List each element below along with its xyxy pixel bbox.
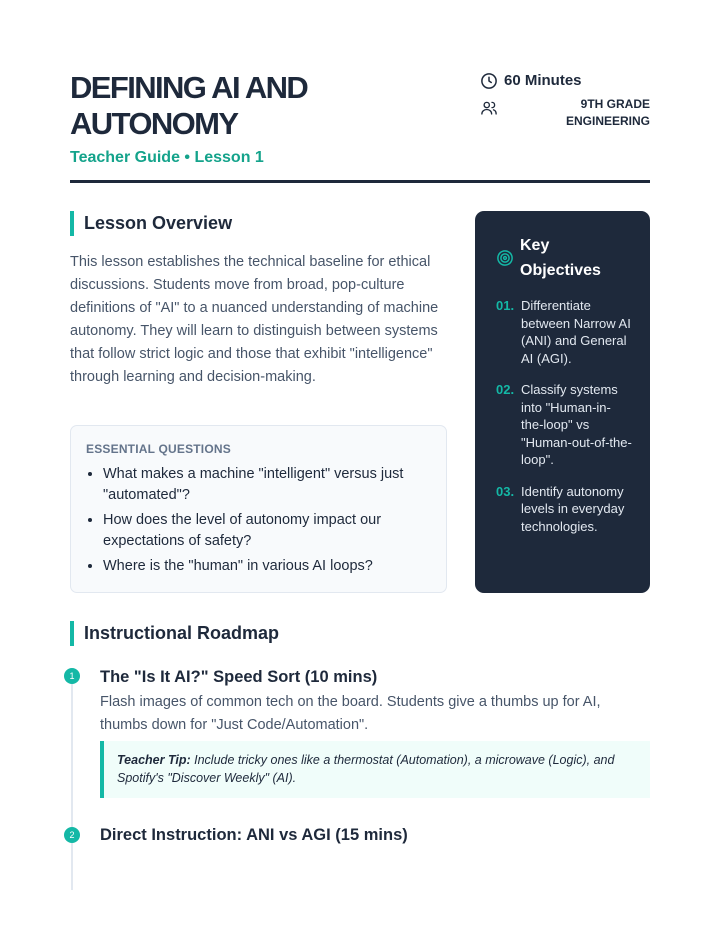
objective-item (496, 483, 632, 536)
page-subtitle: Teacher Guide • Lesson 1 (70, 149, 264, 166)
objective-item (496, 381, 632, 469)
step-number-badge: 2 (64, 827, 80, 843)
objective-text: Differentiate between Narrow AI (ANI) and General AI (AGI). (521, 298, 631, 366)
header (70, 70, 650, 167)
grade-row (480, 96, 650, 130)
step-description: Flash images of common tech on the board. Students give a thumbs up for AI, thumbs down for "Just Code/Automation". (100, 694, 601, 733)
objective-number: 03. (496, 483, 515, 499)
users-icon (480, 99, 498, 117)
step-title: The "Is It AI?" Speed Sort (10 mins) (100, 668, 378, 686)
heading-accent-bar (70, 211, 74, 236)
essential-questions-list (86, 464, 432, 577)
grade-text (566, 96, 650, 130)
question-item: • Where is the "human" in various AI loops? (103, 556, 432, 577)
header-divider (70, 180, 650, 183)
duration-row (480, 72, 650, 90)
question-item: • How does the level of autonomy impact our expectations of safety? (103, 510, 432, 552)
grade-level: 9TH GRADE (580, 97, 650, 111)
overview-heading-label: Lesson Overview (84, 213, 233, 233)
clock-icon (480, 72, 498, 90)
duration-text: 60 Minutes (504, 72, 582, 89)
heading-accent-bar (70, 621, 74, 646)
essential-questions-box (70, 425, 447, 593)
objective-text: Identify autonomy levels in everyday technologies. (521, 483, 625, 534)
step-title: Direct Instruction: ANI vs AGI (15 mins) (100, 826, 408, 844)
grade-subject: ENGINEERING (565, 114, 650, 128)
lesson-meta (480, 70, 650, 130)
roadmap-heading (70, 621, 279, 646)
timeline-line (71, 676, 73, 890)
target-icon (496, 249, 514, 267)
objective-number: 02. (496, 382, 515, 397)
question-item: • What makes a machine "intelligent" versus just "automated"? (103, 464, 432, 506)
key-objectives-panel (475, 211, 650, 593)
objective-number: 01. (496, 298, 515, 313)
roadmap-heading-label: Instructional Roadmap (84, 623, 280, 643)
teacher-tip (100, 741, 650, 798)
objectives-list (496, 297, 632, 535)
overview-text: This lesson establishes the technical baseline for ethical discussions. Students move from broad, pop-culture definitions of "AI" to a nuanced understanding of machine autonomy. They will learn to distinguish between systems that follow strict logic and those that exhibit "intelligence" through learning and decision-making. (70, 254, 439, 385)
teacher-tip-label: Teacher Tip: (117, 753, 191, 767)
objectives-heading (496, 233, 632, 283)
teacher-tip-text: Include tricky ones like a thermostat (Automation), a microwave (Logic), and Spotify's "Discover Weekly" (AI). (117, 753, 615, 785)
essential-questions-heading: ESSENTIAL QUESTIONS (86, 442, 231, 456)
page-title: DEFINING AI AND AUTONOMY (70, 70, 308, 141)
objective-text: Classify systems into "Human-in-the-loop" vs "Human-out-of-the-loop". (521, 382, 632, 467)
objective-item (496, 297, 632, 367)
overview-heading (70, 211, 232, 236)
step-number-badge: 1 (64, 668, 80, 684)
objectives-heading-label: Key Objectives (520, 237, 601, 279)
